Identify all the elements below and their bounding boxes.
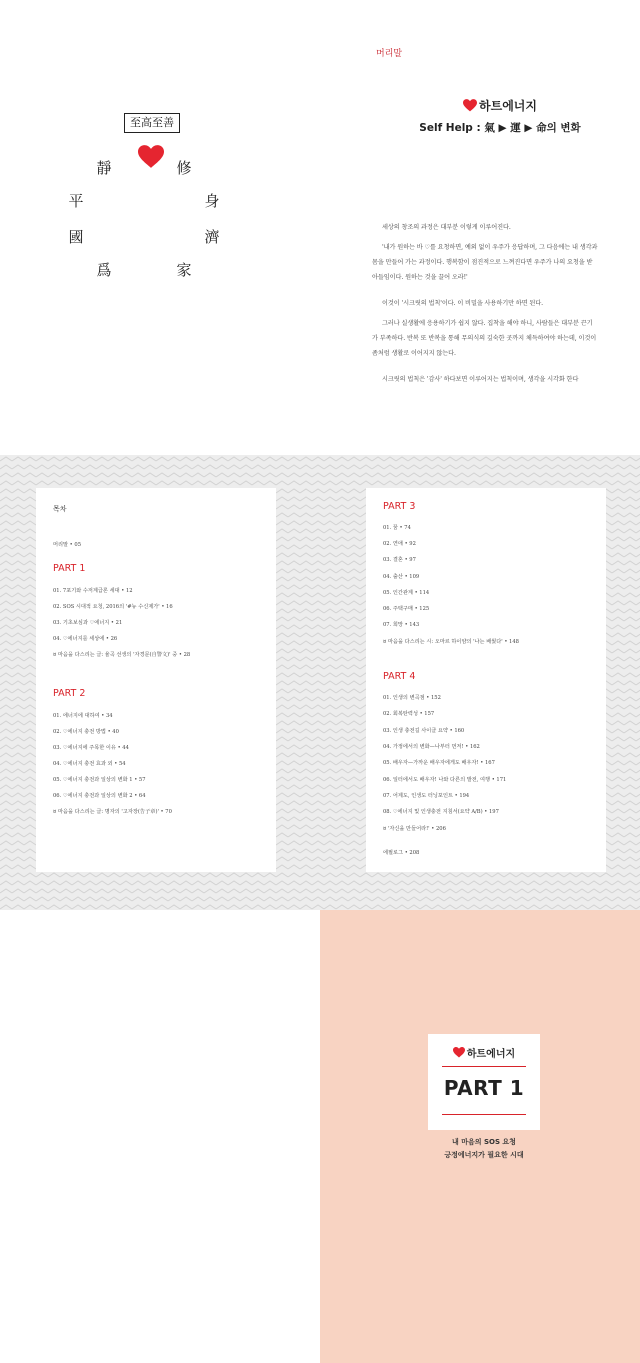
hanja-char: 家 xyxy=(176,261,192,279)
toc-item: ¤ 마음을 다스리는 글: 율곡 선생의 '자경문(自警文)' 중 • 28 xyxy=(53,652,191,658)
preface-label: 머리말 xyxy=(376,49,403,59)
toc-item: 04. 출산 • 109 xyxy=(383,574,420,580)
preface-paragraph: 그러나 실생활에 응용하기가 쉽지 않다. 집착을 해야 하니, 사람들은 대부분 끈기가 부족하다. 반복 또 반복을 통해 무의식의 깊숙한 곳까지 체득하여야 하는데, 이것이 좀처럼 생활로 이어지지 않는다. xyxy=(372,320,597,357)
heart-icon xyxy=(138,145,164,169)
toc-item: 03. 인생 충전길 사이클 요약 • 160 xyxy=(383,728,465,734)
toc-item: 머리말 • 05 xyxy=(53,542,81,548)
preface-spread xyxy=(0,0,640,455)
toc-item: 07. 어제도, 인생도 터닝포인트 • 194 xyxy=(383,793,470,799)
motto-box: 至高至善 xyxy=(124,113,180,133)
cover-part-title: PART 1 xyxy=(443,1076,525,1100)
toc-part-heading: PART 1 xyxy=(53,563,86,574)
toc-item: 05. 배우자—가까운 배우자에게도 배우자! • 167 xyxy=(383,760,495,766)
hanja-char: 靜 xyxy=(96,159,112,177)
toc-item: 03. 기초보심과 ♡에너지 • 21 xyxy=(53,620,123,626)
toc-page-left xyxy=(36,488,276,872)
preface-paragraph: '내가 원하는 바 ♡를 요청하면, 예외 없이 우주가 응답하며, 그 다음에는 내 생각과 몸을 만들어 가는 과정이다. 행복함이 점진적으로 느껴진다면 우주가 나의 요청을 받아들임이다. 원하는 것을 끌어 오라!' xyxy=(372,244,598,281)
cover-subtitle: 내 마음의 SOS 요청 xyxy=(452,1138,516,1146)
toc-item: 08. ♡에너지 및 인생충전 지침서(요약 A/B) • 197 xyxy=(383,809,499,815)
heart-icon xyxy=(463,99,477,112)
toc-part-heading: PART 4 xyxy=(383,671,416,682)
hanja-char: 濟 xyxy=(204,228,220,246)
toc-item: 05. ♡에너지 충전과 일상의 변화 1 • 57 xyxy=(53,777,146,783)
preface-paragraph: 이것이 '시크릿의 법칙'이다. 이 비밀을 사용하기만 하면 된다. xyxy=(382,300,544,307)
cover-brand xyxy=(428,1044,540,1060)
hanja-char: 身 xyxy=(204,192,220,210)
toc-item: 04. ♡에너지 충전 효과 외 • 54 xyxy=(53,761,126,767)
toc-item: 03. 결혼 • 97 xyxy=(383,557,416,563)
selfhelp-subtitle: Self Help : 氣 ▶ 運 ▶ 命의 변화 xyxy=(419,122,581,134)
toc-item: ¤ '자신을 만들어라!' • 206 xyxy=(383,826,446,832)
toc-item: 01. 7포기와 수저계급론 세대 • 12 xyxy=(53,588,133,594)
hanja-char: 修 xyxy=(176,159,192,177)
toc-item: 04. 가정에서의 변화—나부터 먼저! • 162 xyxy=(383,744,480,750)
toc-item: ¤ 마음을 다스리는 시: 오마르 하이얌의 '나는 배웠다' • 148 xyxy=(383,639,519,645)
toc-title: 목차 xyxy=(53,505,67,513)
hanja-char: 爲 xyxy=(96,261,112,279)
divider xyxy=(442,1114,526,1115)
divider xyxy=(442,1066,526,1067)
toc-item: 06. 일터에서도 배우자! 나와 다른의 발전, 여행 • 171 xyxy=(383,777,507,783)
cover-card xyxy=(428,1034,540,1130)
toc-item: ¤ 마음을 다스리는 글: 명자의 '고자장(告子章)' • 70 xyxy=(53,809,172,815)
hanja-char: 平 xyxy=(68,192,84,210)
toc-item: 05. 인간관계 • 114 xyxy=(383,590,430,596)
preface-paragraph: 시크릿의 법칙은 '감사' 하다보면 이루어지는 법칙이며, 생각을 시각화 한다 xyxy=(382,376,579,383)
cover-brand-name: 하트에너지 xyxy=(466,1048,516,1060)
brand-name: 하트에너지 xyxy=(479,98,537,113)
toc-item: 02. SOS 시대적 요청, 2016의 '#뉴 수신제가' • 16 xyxy=(53,604,173,610)
heart-icon xyxy=(453,1047,465,1058)
toc-item: 06. 주택구매 • 125 xyxy=(383,606,430,612)
toc-item: 02. ♡에너지 충전 방법 • 40 xyxy=(53,729,119,735)
brand-heading xyxy=(440,96,560,114)
toc-item: 02. 연애 • 92 xyxy=(383,541,416,547)
toc-page-right xyxy=(366,488,606,872)
toc-item: 01. 인생의 변곡점 • 152 xyxy=(383,695,441,701)
toc-item: 07. 희망 • 143 xyxy=(383,622,420,628)
toc-item: 06. ♡에너지 충전과 일상의 변화 2 • 64 xyxy=(53,793,146,799)
toc-item: 02. 회복탄력성 • 157 xyxy=(383,711,435,717)
cover-subtitle: 긍정에너지가 필요한 시대 xyxy=(444,1151,524,1159)
toc-spread xyxy=(0,455,640,910)
hanja-char: 國 xyxy=(68,228,84,246)
toc-part-heading: PART 2 xyxy=(53,688,86,699)
toc-item: 03. ♡에너지에 주목한 이유 • 44 xyxy=(53,745,129,751)
toc-item: 01. 에너지에 대하여 • 34 xyxy=(53,713,113,719)
preface-paragraph: 세상의 창조의 과정은 대부분 이렇게 이루어진다. xyxy=(382,224,511,231)
part1-cover xyxy=(0,910,640,1363)
toc-part-heading: PART 3 xyxy=(383,501,416,512)
toc-item: 에필로그 • 208 xyxy=(383,850,420,856)
toc-item: 01. 꿈 • 74 xyxy=(383,525,411,531)
toc-item: 04. ♡에너지를 세상에 • 26 xyxy=(53,636,118,642)
